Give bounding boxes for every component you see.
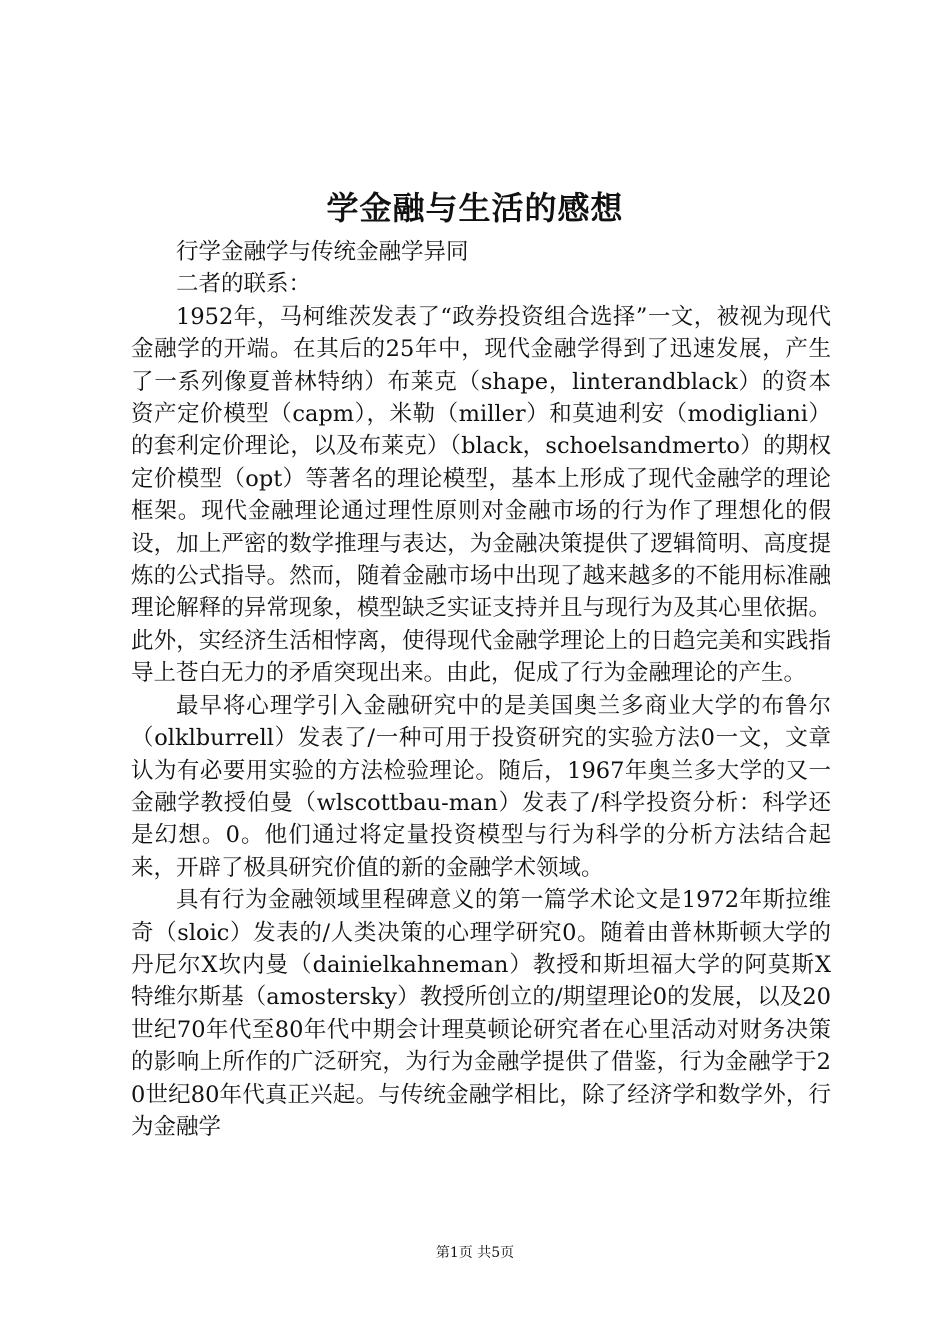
document-body: [131, 236, 831, 1143]
paragraph-subheading: 行学金融学与传统金融学异同: [176, 239, 469, 265]
page-footer: 第1页 共5页: [435, 1245, 515, 1261]
paragraph-history: 1952年，马柯维茨发表了“政券投资组合选择”一文，被视为现代金融学的开端。在其后的25年中，现代金融学得到了迅速发展，产生了一系列像夏普林特纳）布莱克（shape，linterandblack）的资本资产定价模型（capm），米勒（miller）和莫迪利安（modigliani）的套利定价理论，以及布莱克）（black，schoelsandmerto）的期权定价模型（opt）等著名的理论模型，基本上形成了现代金融学的理论框架。现代金融理论通过理性原则对金融市场的行为作了理想化的假设，加上严密的数学推理与表达，为金融决策提供了逻辑简明、高度提炼的公式指导。然而，随着金融市场中出现了越来越多的不能用标准融理论解释的异常现象，模型缺乏实证支持并且与现行为及其心里依据。此外，实经济生活相悖离，使得现代金融学理论上的日趋完美和实践指导上苍白无力的矛盾突现出来。由此，促成了行为金融理论的产生。: [131, 303, 831, 687]
paragraph-early-research: 最早将心理学引入金融研究中的是美国奥兰多商业大学的布鲁尔（olklburrell）发表了/一种可用于投资研究的实验方法0一文，文章认为有必要用实验的方法检验理论。随后，1967年奥兰多大学的又一金融学教授伯曼（wlscottbau-man）发表了/科学投资分析：科学还是幻想。0。他们通过将定量投资模型与行为科学的分析方法结合起来，开辟了极具研究价值的新的金融学术领域。: [131, 692, 831, 881]
paragraph-connection-label: 二者的联系：: [176, 271, 312, 298]
document-title: 学金融与生活的感想: [326, 189, 624, 227]
paragraph-milestone: 具有行为金融领域里程碑意义的第一篇学术论文是1972年斯拉维奇（sloic）发表的/人类决策的心理学研究0。随着由普林斯顿大学的丹尼尔X坎内曼（dainielkahneman）教授和斯坦福大学的阿莫斯X特维尔斯基（amostersky）教授所创立的/期望理论0的发展，以及20世纪70年代至80年代中期会计理莫顿论研究者在心里活动对财务决策的影响上所作的广泛研究，为行为金融学提供了借鉴，行为金融学于20世纪80年代真正兴起。与传统金融学相比，除了经济学和数学外，行为金融学: [131, 887, 831, 1140]
